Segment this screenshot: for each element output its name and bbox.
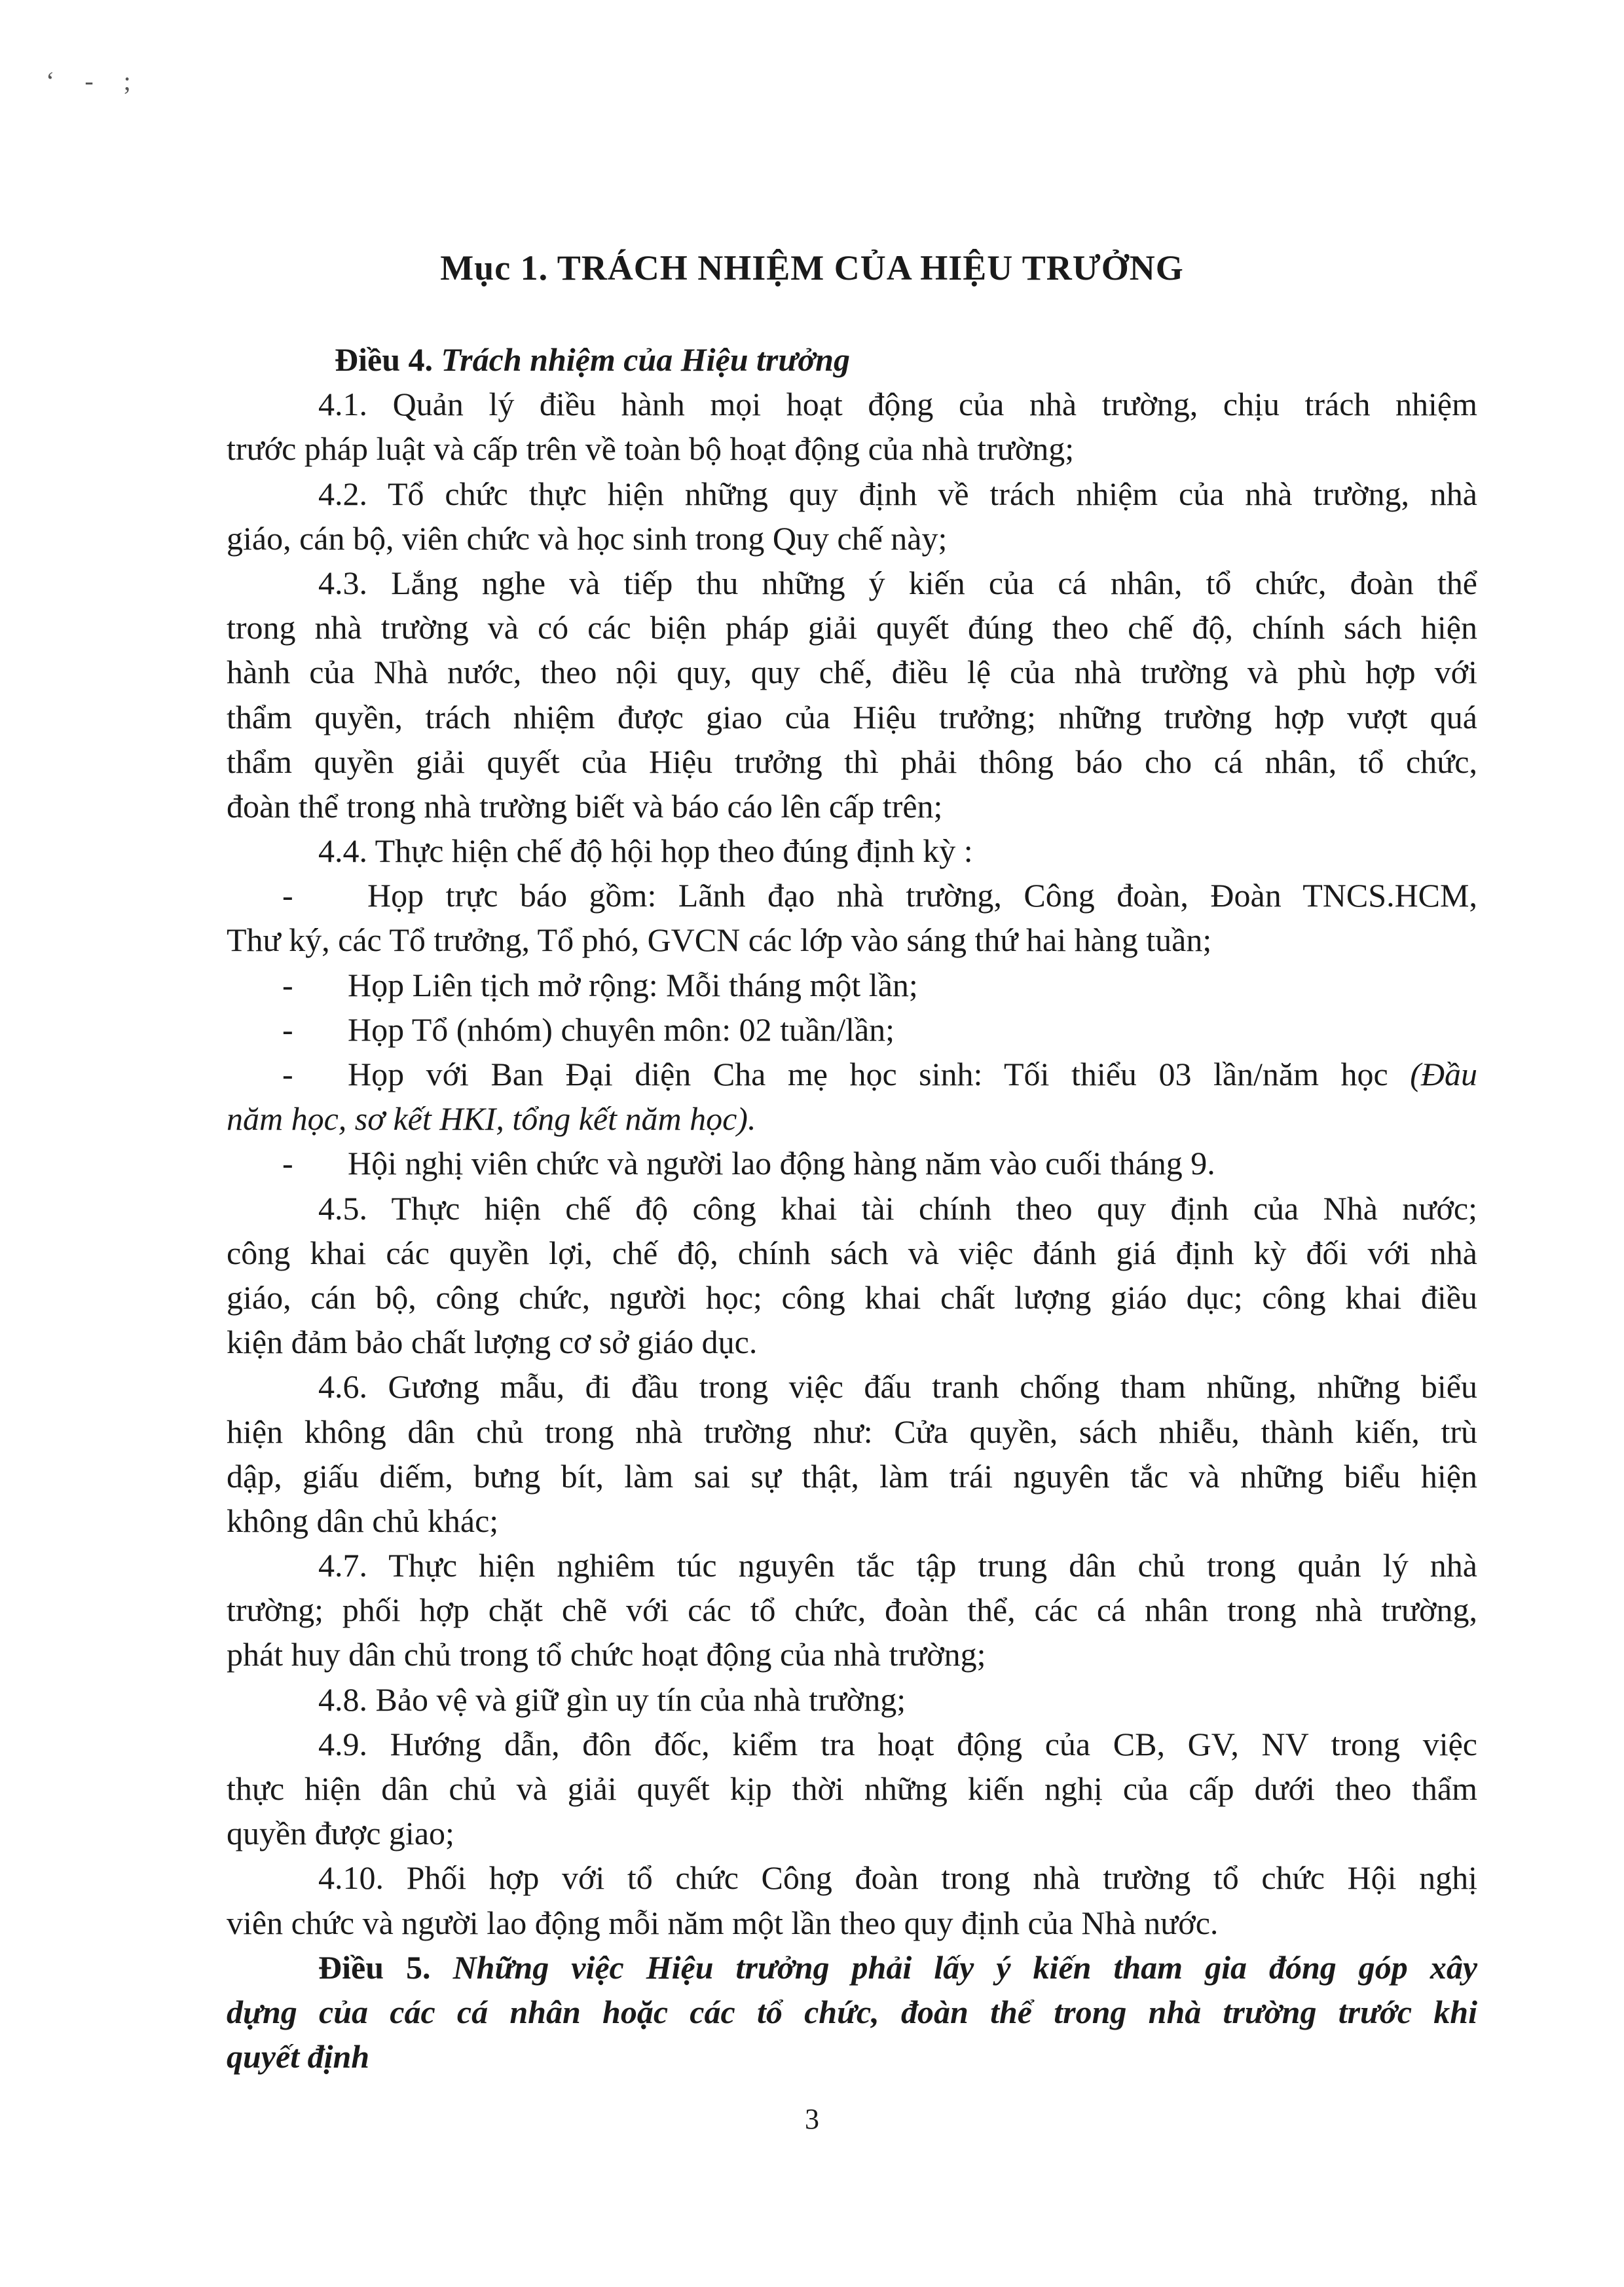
- paragraph-line: 4.8. Bảo vệ và giữ gìn uy tín của nhà trường;: [318, 1681, 906, 1718]
- page-number: 3: [805, 2103, 819, 2135]
- corner-scan-mark: ʻ - ;: [46, 66, 143, 96]
- dash-item-text: Hội nghị viên chức và người lao động hàng năm vào cuối tháng 9.: [348, 1145, 1215, 1182]
- paragraph-line: 4.9. Hướng dẫn, đôn đốc, kiểm tra hoạt động của CB, GV, NV trong việc: [318, 1725, 1477, 1762]
- dash-item: [227, 1141, 1477, 1185]
- article-5-title-line: quyết định: [227, 2038, 370, 2075]
- paragraph-line: quyền được giao;: [227, 1815, 454, 1852]
- dash-marker: -: [282, 1056, 293, 1092]
- section-title: Mục 1. TRÁCH NHIỆM CỦA HIỆU TRƯỞNG: [440, 248, 1184, 288]
- article-4-title: Trách nhiệm của Hiệu trưởng: [441, 341, 850, 378]
- dash-item-text: Họp Liên tịch mở rộng: Mỗi tháng một lần;: [348, 966, 918, 1003]
- paragraph-line: năm học, sơ kết HKI, tổng kết năm học).: [227, 1100, 756, 1138]
- paragraph-line: 4.2. Tổ chức thực hiện những quy định về trách nhiệm của nhà trường, nhà: [318, 475, 1477, 512]
- dash-item-text: Họp với Ban Đại diện Cha mẹ học sinh: Tối thiểu 03 lần/năm học: [348, 1056, 1388, 1092]
- dash-item: [227, 963, 1477, 1007]
- dash-marker: -: [282, 1011, 293, 1048]
- dash-item: [227, 1052, 1477, 1096]
- paragraph-line: trước pháp luật và cấp trên về toàn bộ hoạt động của nhà trường;: [227, 430, 1075, 468]
- article-5-heading: [227, 1945, 1477, 1990]
- dash-item-text: Họp Tổ (nhóm) chuyên môn: 02 tuần/lần;: [348, 1011, 895, 1048]
- article-4-label: Điều 4.: [335, 341, 433, 378]
- paragraph-line: đoàn thể trong nhà trường biết và báo cáo lên cấp trên;: [227, 787, 943, 825]
- paragraph-line: hiện không dân chủ trong nhà trường như: Cửa quyền, sách nhiễu, thành kiến, trù: [227, 1413, 1477, 1450]
- paragraph-line: kiện đảm bảo chất lượng cơ sở giáo dục.: [227, 1324, 758, 1361]
- paragraph-line: trường; phối hợp chặt chẽ với các tổ chức, đoàn thể, các cá nhân trong nhà trường,: [227, 1591, 1477, 1629]
- paragraph-line: phát huy dân chủ trong tổ chức hoạt động của nhà trường;: [227, 1636, 986, 1673]
- paragraph-line: 4.3. Lắng nghe và tiếp thu những ý kiến của cá nhân, tổ chức, đoàn thể: [318, 564, 1477, 601]
- article-4-heading: [227, 337, 1477, 382]
- paragraph-line: thẩm quyền giải quyết của Hiệu trưởng thì phải thông báo cho cá nhân, tổ chức,: [227, 743, 1477, 780]
- paragraph-line: không dân chủ khác;: [227, 1502, 499, 1539]
- paragraph-line: thực hiện dân chủ và giải quyết kịp thời những kiến nghị của cấp dưới theo thẩm: [227, 1770, 1477, 1807]
- paragraph-line: 4.1. Quản lý điều hành mọi hoạt động của nhà trường, chịu trách nhiệm: [318, 386, 1477, 423]
- paragraph-line: trong nhà trường và có các biện pháp giải quyết đúng theo chế độ, chính sách hiện: [227, 609, 1477, 646]
- paragraph-line: 4.6. Gương mẫu, đi đầu trong việc đấu tranh chống tham nhũng, những biểu: [318, 1368, 1477, 1405]
- paragraph-line: hành của Nhà nước, theo nội quy, quy chế, điều lệ của nhà trường và phù hợp với: [227, 654, 1477, 691]
- paragraph-line: viên chức và người lao động mỗi năm một lần theo quy định của Nhà nước.: [227, 1904, 1219, 1941]
- paragraph-line: Thư ký, các Tổ trưởng, Tổ phó, GVCN các lớp vào sáng thứ hai hàng tuần;: [227, 921, 1212, 959]
- paragraph-line: giáo, cán bộ, viên chức và học sinh trong Quy chế này;: [227, 519, 948, 557]
- dash-item: [227, 873, 1477, 918]
- article-5-label: Điều 5.: [318, 1948, 431, 1986]
- article-5-title: Những việc Hiệu trưởng phải lấy ý kiến tham gia đóng góp xây: [452, 1948, 1478, 1986]
- paragraph-line: công khai các quyền lợi, chế độ, chính sách và việc đánh giá định kỳ đối với nhà: [227, 1234, 1477, 1271]
- paragraph-line: dập, giấu diếm, bưng bít, làm sai sự thật, làm trái nguyên tắc và những biểu hiện: [227, 1457, 1477, 1495]
- paragraph-line: 4.5. Thực hiện chế độ công khai tài chính theo quy định của Nhà nước;: [318, 1189, 1477, 1227]
- paragraph-line: 4.10. Phối hợp với tổ chức Công đoàn trong nhà trường tổ chức Hội nghị: [318, 1859, 1477, 1897]
- dash-item-italic: (Đầu: [1410, 1056, 1478, 1092]
- article-5-title-line: dựng của các cá nhân hoặc các tổ chức, đoàn thể trong nhà trường trước khi: [227, 1993, 1477, 2030]
- dash-item: [227, 1007, 1477, 1052]
- dash-marker: -: [282, 877, 293, 914]
- dash-marker: -: [282, 966, 293, 1003]
- paragraph-line: 4.4. Thực hiện chế độ hội họp theo đúng định kỳ :: [318, 832, 973, 870]
- paragraph-line: 4.7. Thực hiện nghiêm túc nguyên tắc tập trung dân chủ trong quản lý nhà: [318, 1547, 1477, 1584]
- dash-item-text: Họp trực báo gồm: Lãnh đạo nhà trường, Công đoàn, Đoàn TNCS.HCM,: [367, 877, 1477, 914]
- dash-marker: -: [282, 1145, 293, 1182]
- paragraph-line: thẩm quyền, trách nhiệm được giao của Hiệu trưởng; những trường hợp vượt quá: [227, 698, 1477, 735]
- paragraph-line: giáo, cán bộ, công chức, người học; công khai chất lượng giáo dục; công khai điều: [227, 1278, 1477, 1316]
- body-text: [227, 337, 1477, 2079]
